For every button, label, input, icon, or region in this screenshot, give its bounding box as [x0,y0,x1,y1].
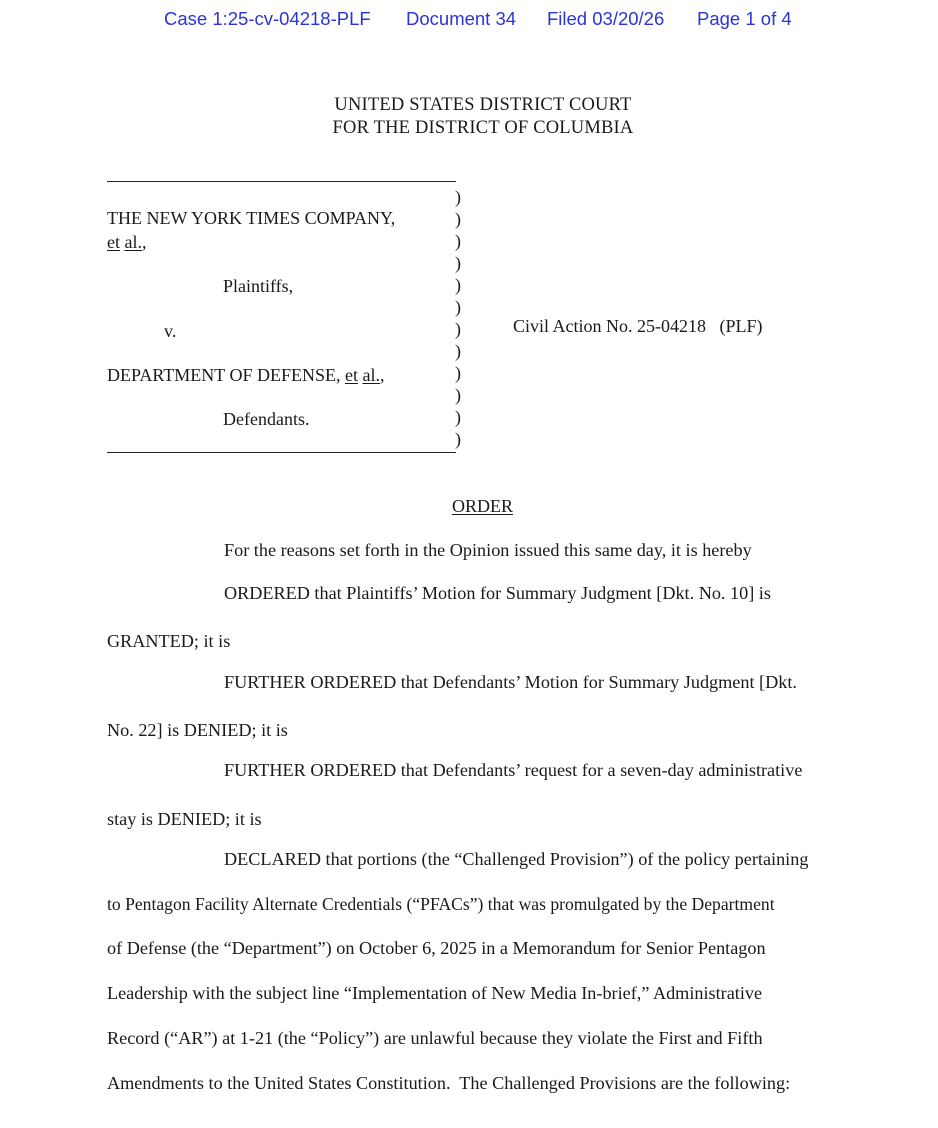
body-line: DECLARED that portions (the “Challenged Provision”) of the policy pertaining [224,849,809,869]
plaintiff-et-al [107,232,147,253]
body-line: of Defense (the “Department”) on October 6, 2025 in a Memorandum for Senior Pentagon [107,938,766,958]
body-line: No. 22] is DENIED; it is [107,720,288,740]
civil-action-number [513,316,763,337]
al-text: al. [124,232,142,252]
civil-action-text: Civil Action No. 25-04218 (PLF) [513,316,763,336]
document-number: Document 34 [406,8,517,29]
paren: ) [455,275,461,295]
et-text: et [107,232,120,252]
et-text: et [344,365,358,385]
page-number: Page 1 of 4 [697,8,792,29]
plaintiff-name: THE NEW YORK TIMES COMPANY, [107,208,396,228]
paren: ) [455,187,461,207]
case-number: Case 1:25-cv-04218-PLF [164,8,371,29]
paren: ) [455,407,461,427]
plaintiff-role: Plaintiffs, [223,276,294,296]
paren: ) [455,231,461,251]
paren: ) [455,209,461,229]
versus: v. [164,321,177,341]
defendant-caption [107,365,384,386]
body-line: Record (“AR”) at 1-21 (the “Policy”) are unlawful because they violate the First and Fifth [107,1028,763,1048]
defendant-name: DEPARTMENT OF DEFENSE, [107,365,341,385]
paren: ) [455,319,461,339]
paren: ) [455,297,461,317]
body-line: ORDERED that Plaintiffs’ Motion for Summary Judgment [Dkt. No. 10] is [224,583,771,603]
filed-date: Filed 03/20/26 [547,8,665,29]
body-line: FURTHER ORDERED that Defendants’ request for a seven-day administrative [224,760,803,780]
body-line: Amendments to the United States Constitution. The Challenged Provisions are the following: [107,1073,791,1093]
body-line: GRANTED; it is [107,631,231,651]
al-text: al. [362,365,380,385]
court-name: UNITED STATES DISTRICT COURT [334,95,632,115]
court-district: FOR THE DISTRICT OF COLUMBIA [332,118,634,138]
caption-top-rule [107,181,456,182]
punct-text: , [379,365,385,385]
body-line: Leadership with the subject line “Implementation of New Media In-brief,” Administrative [107,983,763,1003]
paren: ) [455,385,461,405]
body-line: stay is DENIED; it is [107,809,262,829]
punct-text: , [142,232,147,252]
paren: ) [455,341,461,361]
order-title: ORDER [452,496,514,516]
defendant-role: Defendants. [223,409,310,429]
body-line: to Pentagon Facility Alternate Credentials (“PFACs”) that was promulgated by the Department [107,894,775,914]
paren: ) [455,429,461,449]
paren: ) [455,363,461,383]
caption-bottom-rule [107,452,456,453]
body-line: For the reasons set forth in the Opinion issued this same day, it is hereby [224,540,752,560]
paren: ) [455,253,461,273]
body-line: FURTHER ORDERED that Defendants’ Motion for Summary Judgment [Dkt. [224,672,797,692]
